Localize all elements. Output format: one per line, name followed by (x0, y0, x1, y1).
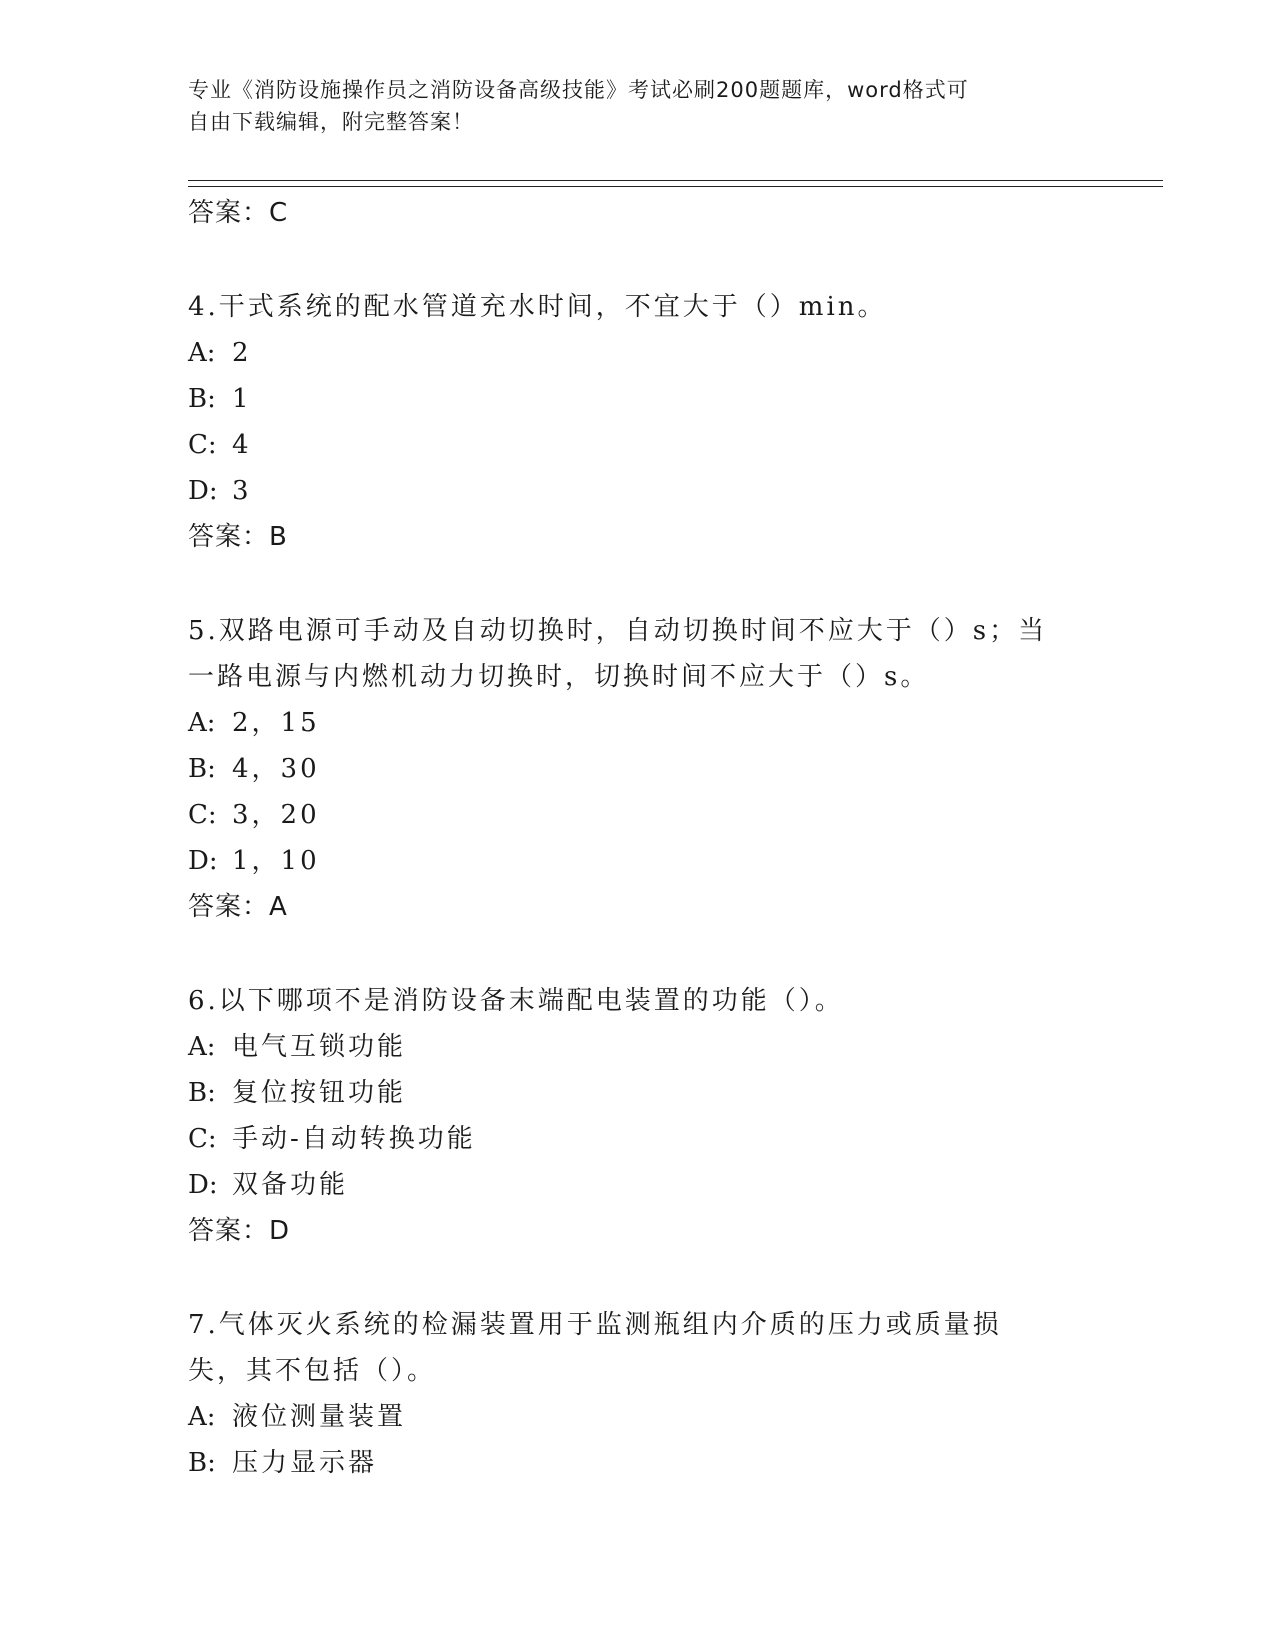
header-divider-bottom (188, 186, 1163, 187)
question-7 (188, 1302, 1088, 1486)
question-4 (188, 284, 1088, 560)
question-5 (188, 608, 1088, 930)
document-header (188, 74, 1068, 138)
option-c: C: 手动-自动转换功能 (188, 1124, 476, 1154)
option-c: C: 3，20 (188, 800, 320, 830)
header-divider-top (188, 180, 1163, 181)
question-text: 5.双路电源可手动及自动切换时，自动切换时间不应大于（）s；当一路电源与内燃机动力切换时，切换时间不应大于（）s。 (188, 616, 1048, 692)
question-text: 7.气体灭火系统的检漏装置用于监测瓶组内介质的压力或质量损失，其不包括（）。 (188, 1310, 1002, 1386)
question-text: 6.以下哪项不是消防设备末端配电装置的功能（）。 (188, 986, 844, 1016)
option-b: B: 复位按钮功能 (188, 1078, 407, 1108)
header-line-1: 专业《消防设施操作员之消防设备高级技能》考试必刷200题题库，word格式可 (188, 78, 969, 102)
answer-line: 答案：D (188, 1216, 291, 1246)
option-b: B: 4，30 (188, 754, 320, 784)
option-b: B: 压力显示器 (188, 1448, 378, 1478)
answer-line: 答案：A (188, 892, 288, 922)
answer-line: 答案：B (188, 522, 288, 552)
header-line-2: 自由下载编辑，附完整答案！ (188, 110, 474, 134)
option-d: D: 双备功能 (188, 1170, 349, 1200)
answer-line: 答案：C (188, 198, 289, 228)
option-d: D: 3 (188, 476, 252, 506)
option-a: A: 2 (188, 338, 252, 368)
option-a: A: 2，15 (188, 708, 320, 738)
question-text: 4.干式系统的配水管道充水时间，不宜大于（）min。 (188, 292, 887, 322)
option-a: A: 电气互锁功能 (188, 1032, 407, 1062)
question-6 (188, 978, 1088, 1254)
option-d: D: 1，10 (188, 846, 320, 876)
option-b: B: 1 (188, 384, 252, 414)
option-c: C: 4 (188, 430, 252, 460)
option-a: A: 液位测量装置 (188, 1402, 407, 1432)
question-list (188, 190, 1088, 1486)
